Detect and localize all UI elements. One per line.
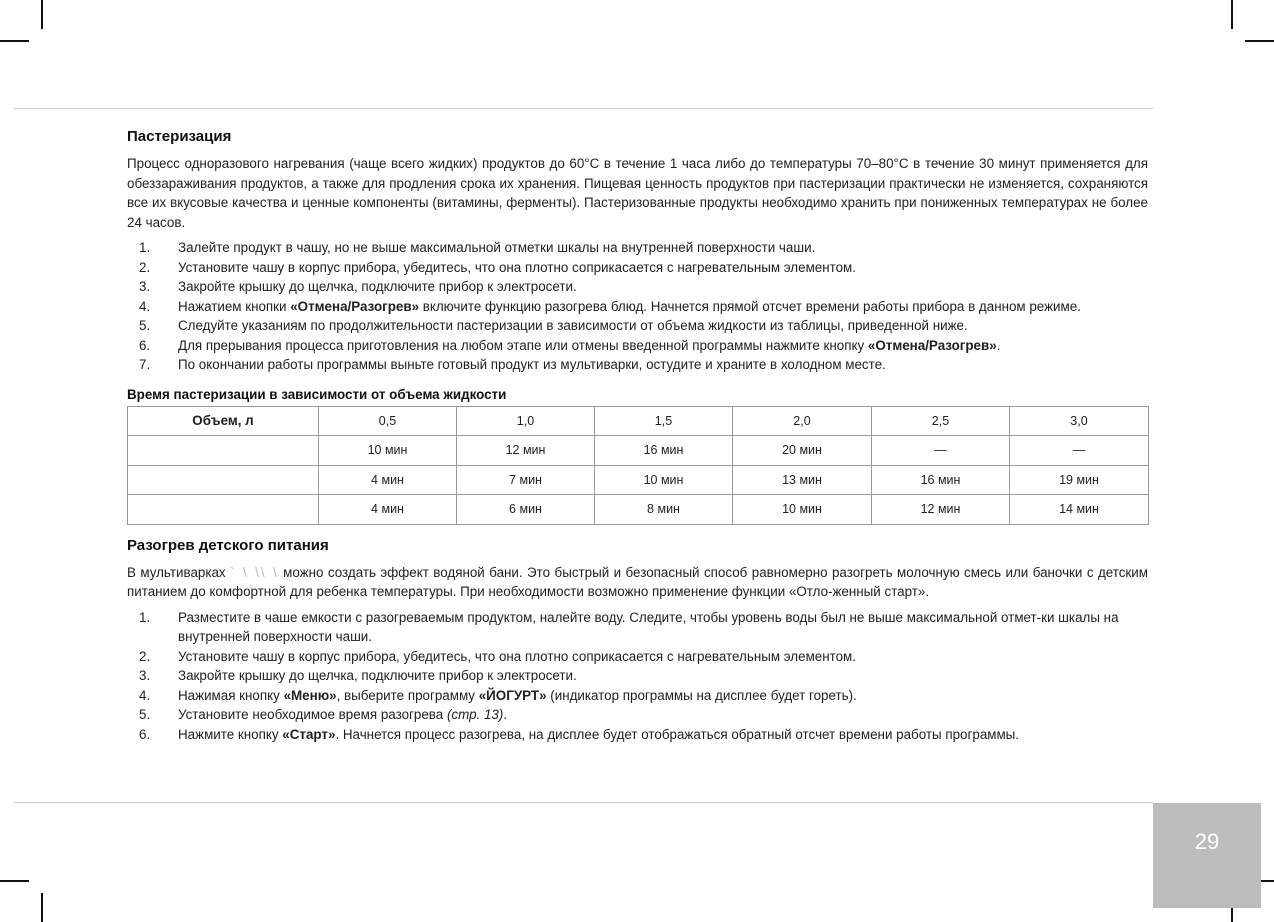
step-text: Нажатием кнопки	[178, 298, 291, 314]
step-text: По окончании работы программы выньте готовый продукт из мультиварки, остудите и храните в холодном месте.	[178, 357, 886, 372]
step-number: 4.	[139, 298, 151, 314]
table-header-cell: 2,5	[872, 406, 1010, 436]
step-text: Для прерывания процесса приготовления на любом этапе или отмены введенной программы нажмите кнопку	[178, 337, 868, 353]
crop-mark-tr-v	[1231, 0, 1233, 29]
list-item	[127, 355, 1148, 375]
step-number: 4.	[139, 687, 151, 703]
list-item	[127, 277, 1148, 297]
table-cell: 16 мин	[595, 436, 733, 466]
step-number: 6.	[139, 337, 151, 353]
table-cell	[128, 465, 319, 495]
table-cell: 12 мин	[457, 436, 595, 466]
step-text: , выберите программу	[336, 687, 479, 703]
button-name: «Меню»	[283, 687, 337, 703]
table-row	[128, 465, 1149, 495]
table-cell: 4 мин	[319, 465, 457, 495]
button-name: «Старт»	[282, 726, 336, 742]
table-cell: 6 мин	[457, 495, 595, 525]
list-item	[127, 297, 1148, 317]
step-text: Залейте продукт в чашу, но не выше максимальной отметки шкалы на внутренней поверхности чаши.	[178, 240, 816, 255]
step-text: .	[996, 337, 1001, 353]
step-number: 7.	[139, 357, 151, 372]
step-text: .	[503, 707, 508, 722]
list-item	[127, 725, 1148, 745]
step-text: Закройте крышку до щелчка, подключите прибор к электросети.	[178, 279, 577, 294]
list-item	[127, 316, 1148, 336]
top-rule	[14, 108, 1153, 109]
step-number: 5.	[139, 707, 151, 722]
crop-mark-tl-v	[41, 0, 43, 29]
step-number: 6.	[139, 726, 151, 742]
pasteurization-time-table	[127, 406, 1149, 525]
page-reference: (стр. 13)	[446, 707, 504, 722]
crop-mark-tr-h	[1245, 40, 1274, 42]
table-header-cell: 0,5	[319, 406, 457, 436]
step-number: 1.	[139, 240, 151, 255]
table-cell: 20 мин	[733, 436, 872, 466]
pasteurization-steps	[127, 238, 1148, 375]
step-text: включите функцию разогрева блюд. Начнется прямой отсчет времени работы прибора в данном режиме.	[419, 298, 1081, 314]
table-cell: 19 мин	[1010, 465, 1149, 495]
step-text: Нажимая кнопку	[178, 687, 284, 703]
section-title-baby-food: Разогрев детского питания	[127, 536, 329, 554]
program-name: «ЙОГУРТ»	[478, 687, 547, 703]
pasteurization-intro: Процесс одноразового нагревания (чаще всего жидких) продуктов до 60°C в течение 1 часа либо до температуры 70–80°C в течение 30 минут применяется для обеззараживания продуктов, а также для продления срока их хранения. Пищевая ценность продуктов при пастеризации практически не изменяется, сохраняются все их вкусовые качества и ценные компоненты (витамины, ферменты). Пастеризованные продукты необходимо хранить при пониженных температурах не более 24 часов.	[127, 156, 1148, 230]
page-content	[127, 128, 1148, 744]
list-item	[127, 336, 1148, 356]
table-header-cell: 1,0	[457, 406, 595, 436]
step-number: 1.	[139, 609, 151, 625]
table-header-cell: 3,0	[1010, 406, 1149, 436]
list-item	[127, 686, 1148, 706]
list-item	[127, 647, 1148, 667]
table-cell: 10 мин	[595, 465, 733, 495]
step-number: 3.	[139, 279, 151, 294]
table-cell: 12 мин	[872, 495, 1010, 525]
button-name: «Отмена/Разогрев»	[290, 298, 420, 314]
step-text: (индикатор программы на дисплее будет гореть).	[546, 687, 857, 703]
faint-model-text: ` \ \\ \	[230, 564, 279, 580]
step-number: 2.	[139, 648, 151, 664]
table-header-cell: 2,0	[733, 406, 872, 436]
intro-text: можно создать эффект водяной бани. Это быстрый и безопасный способ равномерно разогреть молочную смесь или баночки с детским питанием до комфортной для ребенка температуры. При необходимости возможно применение функции «Отло-женный старт».	[127, 564, 1148, 599]
table-title: Время пастеризации в зависимости от объема жидкости	[127, 386, 507, 402]
list-item	[127, 258, 1148, 278]
table-header-row	[128, 406, 1149, 436]
step-text: Установите чашу в корпус прибора, убедитесь, что она плотно соприкасается с нагревательным элементом.	[178, 648, 856, 664]
table-cell: 8 мин	[595, 495, 733, 525]
table-header-cell: Объем, л	[128, 406, 319, 436]
intro-text: В мультиварках	[127, 564, 226, 580]
table-cell	[128, 495, 319, 525]
table-cell: —	[1010, 436, 1149, 466]
step-text: Закройте крышку до щелчка, подключите прибор к электросети.	[178, 668, 577, 683]
list-item	[127, 608, 1148, 647]
crop-mark-tl-h	[0, 40, 29, 42]
table-cell: 14 мин	[1010, 495, 1149, 525]
step-text: Установите необходимое время разогрева	[178, 707, 447, 722]
section-title-pasteurization: Пастеризация	[127, 128, 232, 145]
table-cell: 10 мин	[319, 436, 457, 466]
baby-food-intro	[127, 563, 1148, 602]
step-text: Установите чашу в корпус прибора, убедитесь, что она плотно соприкасается с нагревательным элементом.	[178, 259, 856, 275]
step-text: . Начнется процесс разогрева, на дисплее будет отображаться обратный отсчет времени работы программы.	[335, 726, 1020, 742]
step-text: Нажмите кнопку	[178, 726, 283, 742]
step-text: Следуйте указаниям по продолжительности пастеризации в зависимости от объема жидкости из таблицы, приведенной ниже.	[178, 318, 968, 333]
page-number: 29	[1153, 803, 1261, 908]
table-row	[128, 436, 1149, 466]
table-cell: 13 мин	[733, 465, 872, 495]
crop-mark-bl-v	[41, 893, 43, 922]
step-number: 3.	[139, 668, 151, 683]
table-cell: 16 мин	[872, 465, 1010, 495]
list-item	[127, 666, 1148, 686]
table-header-cell: 1,5	[595, 406, 733, 436]
list-item	[127, 705, 1148, 725]
table-cell: 10 мин	[733, 495, 872, 525]
list-item	[127, 238, 1148, 258]
table-cell: —	[872, 436, 1010, 466]
baby-food-steps	[127, 608, 1148, 745]
crop-mark-bl-h	[0, 880, 29, 882]
table-row	[128, 495, 1149, 525]
button-name: «Отмена/Разогрев»	[867, 337, 997, 353]
table-cell	[128, 436, 319, 466]
step-number: 5.	[139, 318, 151, 333]
step-text: Разместите в чаше емкости с разогреваемым продуктом, налейте воду. Следите, чтобы уровень воды был не выше максимальной отмет-ки шкалы на внутренней поверхности чаши.	[178, 609, 1119, 644]
table-cell: 7 мин	[457, 465, 595, 495]
table-cell: 4 мин	[319, 495, 457, 525]
bottom-rule	[14, 802, 1153, 803]
step-number: 2.	[139, 259, 151, 275]
